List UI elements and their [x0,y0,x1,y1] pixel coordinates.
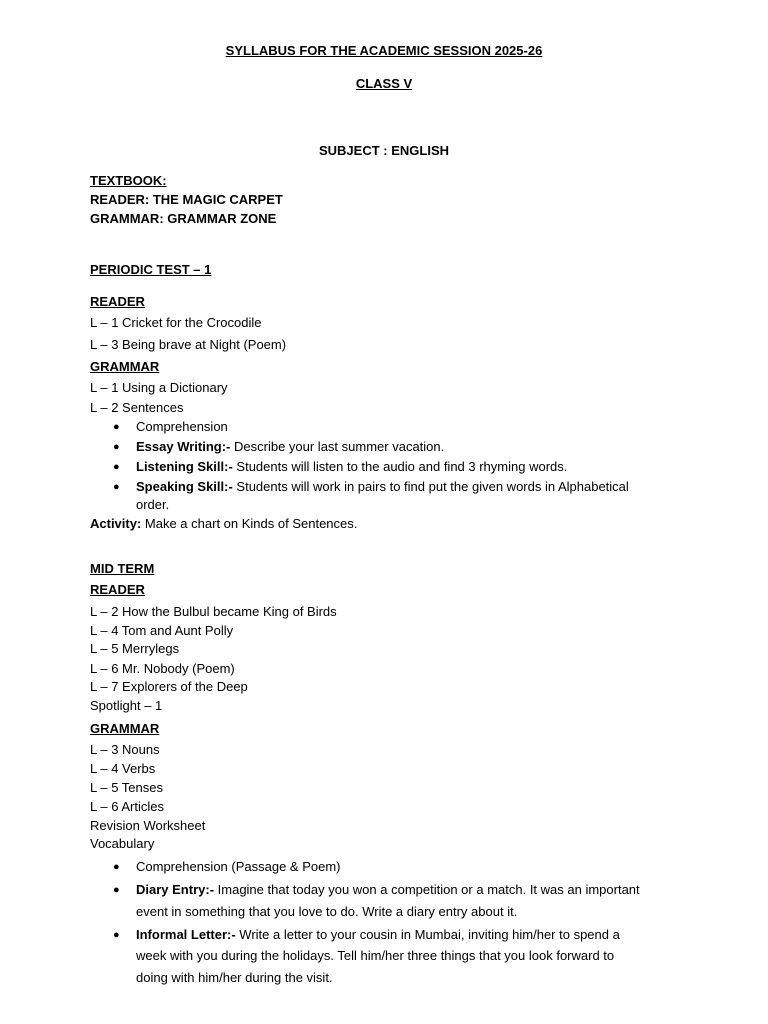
bullet-icon: ● [113,421,120,433]
pt1-grammar-heading: GRAMMAR [90,359,160,374]
midterm-reader-item: L – 4 Tom and Aunt Polly [90,623,234,638]
midterm-bullet-comprehension: Comprehension (Passage & Poem) [136,859,341,874]
textbook-grammar: GRAMMAR: GRAMMAR ZONE [90,211,277,226]
essay-label: Essay Writing:- [136,439,231,454]
bullet-icon: ● [113,929,120,941]
pt1-reader-item: L – 3 Being brave at Night (Poem) [90,337,287,352]
midterm-reader-heading: READER [90,582,145,597]
midterm-grammar-item: Vocabulary [90,836,155,851]
speaking-label: Speaking Skill:- [136,479,233,494]
pt1-heading: PERIODIC TEST – 1 [90,262,212,277]
midterm-bullet-diary [136,881,681,899]
midterm-reader-item: L – 5 Merrylegs [90,641,180,656]
diary-text: Imagine that today you won a competition or a match. It was an important [214,882,640,897]
letter-text: Write a letter to your cousin in Mumbai, inviting him/her to spend a [235,927,620,942]
letter-label: Informal Letter:- [136,927,236,942]
pt1-speaking-continued: order. [136,497,170,512]
pt1-bullet-speaking [136,478,681,496]
midterm-grammar-heading: GRAMMAR [90,721,160,736]
subject-heading: SUBJECT : ENGLISH [318,143,449,158]
midterm-grammar-item: L – 6 Articles [90,799,164,814]
pt1-bullet-comprehension: Comprehension [136,419,228,434]
bullet-icon: ● [113,441,120,453]
pt1-activity [90,515,357,533]
diary-label: Diary Entry:- [136,882,215,897]
midterm-bullet-letter [136,926,681,944]
midterm-diary-continued: event in something that you love to do. Write a diary entry about it. [136,904,518,919]
textbook-reader: READER: THE MAGIC CARPET [90,192,283,207]
bullet-icon: ● [113,861,120,873]
midterm-reader-item: L – 2 How the Bulbul became King of Birds [90,604,337,619]
essay-text: Describe your last summer vacation. [230,439,445,454]
midterm-reader-item: Spotlight – 1 [90,698,163,713]
listening-text: Students will listen to the audio and find 3 rhyming words. [232,459,568,474]
midterm-grammar-item: Revision Worksheet [90,818,206,833]
midterm-grammar-item: L – 4 Verbs [90,761,156,776]
pt1-reader-item: L – 1 Cricket for the Crocodile [90,315,262,330]
textbook-heading: TEXTBOOK: [90,173,167,188]
activity-text: Make a chart on Kinds of Sentences. [141,516,358,531]
pt1-reader-heading: READER [90,294,145,309]
midterm-heading: MID TERM [90,561,155,576]
pt1-bullet-essay [136,438,681,456]
bullet-icon: ● [113,481,120,493]
pt1-grammar-item: L – 1 Using a Dictionary [90,380,228,395]
midterm-reader-item: L – 7 Explorers of the Deep [90,679,248,694]
midterm-letter-continued: doing with him/her during the visit. [136,970,333,985]
activity-label: Activity: [90,516,142,531]
midterm-reader-item: L – 6 Mr. Nobody (Poem) [90,661,235,676]
bullet-icon: ● [113,461,120,473]
class-heading: CLASS V [355,76,413,91]
midterm-grammar-item: L – 5 Tenses [90,780,163,795]
midterm-grammar-item: L – 3 Nouns [90,742,160,757]
pt1-bullet-listening [136,458,681,476]
bullet-icon: ● [113,884,120,896]
document-title: SYLLABUS FOR THE ACADEMIC SESSION 2025-26 [225,43,543,58]
pt1-grammar-item: L – 2 Sentences [90,400,184,415]
listening-label: Listening Skill:- [136,459,233,474]
speaking-text: Students will work in pairs to find put the given words in Alphabetical [232,479,629,494]
midterm-letter-continued: week with you during the holidays. Tell him/her three things that you look forward to [136,948,615,963]
